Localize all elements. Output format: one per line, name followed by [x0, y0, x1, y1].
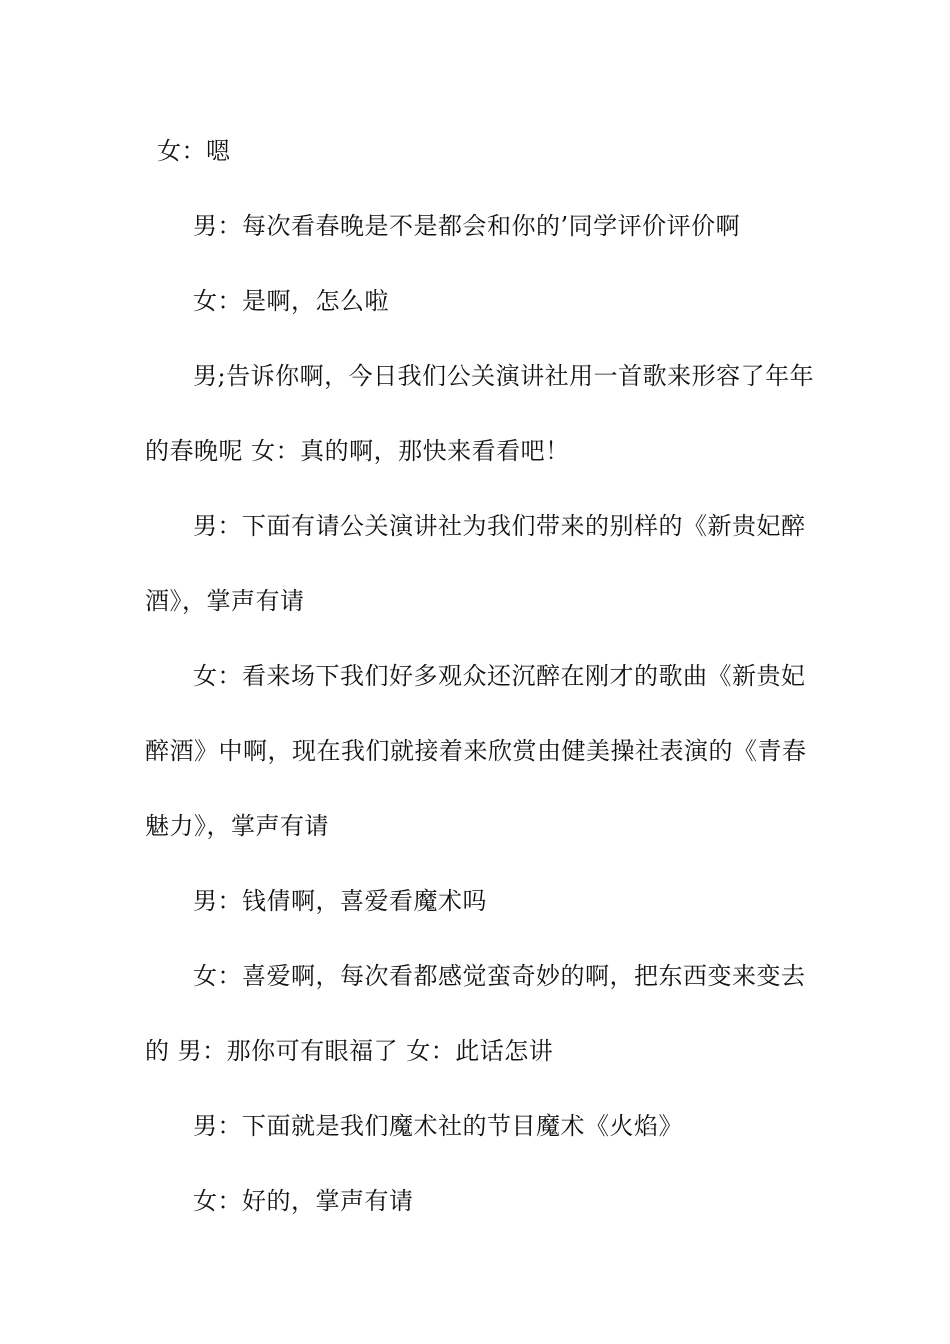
- dialogue-line: 女：喜爱啊，每次看都感觉蛮奇妙的啊，把东西变来变去: [193, 962, 806, 990]
- dialogue-line: 女：嗯: [157, 137, 231, 165]
- dialogue-line-continuation: 醉酒》中啊，现在我们就接着来欣赏由健美操社表演的《青春: [145, 737, 807, 765]
- dialogue-line: 女：看来场下我们好多观众还沉醉在刚才的歌曲《新贵妃: [193, 662, 806, 690]
- dialogue-line: 男：下面有请公关演讲社为我们带来的别样的《新贵妃醉: [193, 512, 806, 540]
- dialogue-line-continuation: 的春晚呢 女：真的啊，那快来看看吧！: [145, 437, 570, 465]
- dialogue-line: 男：每次看春晚是不是都会和你的’同学评价评价啊: [193, 212, 741, 240]
- dialogue-line: 女：好的，掌声有请: [193, 1187, 414, 1215]
- dialogue-line-continuation: 魅力》，掌声有请: [145, 812, 329, 840]
- dialogue-line-continuation: 的 男：那你可有眼福了 女：此话怎讲: [145, 1037, 554, 1065]
- dialogue-line-continuation: 酒》，掌声有请: [145, 587, 305, 615]
- dialogue-line: 男;告诉你啊，今日我们公关演讲社用一首歌来形容了年年: [193, 362, 815, 390]
- dialogue-line: 男：钱倩啊，喜爱看魔术吗: [193, 887, 487, 915]
- dialogue-line: 女：是啊，怎么啦: [193, 287, 389, 315]
- dialogue-line: 男：下面就是我们魔术社的节目魔术《火焰》: [193, 1112, 683, 1140]
